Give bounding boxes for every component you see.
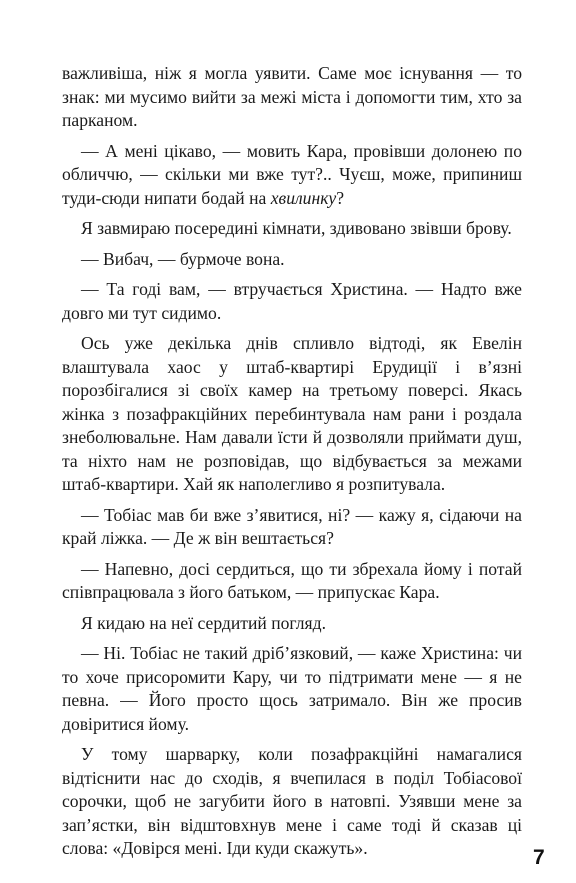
paragraph: Я кидаю на неї сердитий погляд. (81, 612, 326, 633)
paragraph-tail: ? (336, 187, 345, 208)
paragraph: — Вибач, — бурмоче вона. (81, 248, 285, 269)
paragraph: — Тобіас мав би вже з’явитися, ні? — кажу я, сідаючи на край ліжка. — Де ж він вештається? (62, 504, 522, 548)
paragraph: У тому шарварку, коли позафракційні намагалися відтіснити нас до сходів, я вчепилася в поділ Тобіасової сорочки, щоб не загубити його в натовпі. Узявши мене за зап’ястки, він відштовхнув мене і саме тоді й сказав ці слова: «Довірся мені. Іди куди скажуть». (62, 744, 522, 858)
paragraph: — Напевно, досі сердиться, що ти збрехала йому і потай співпрацювала з його батьком, — припускає Кара. (62, 558, 522, 602)
page-number: 7 (533, 846, 545, 869)
paragraph: — Ні. Тобіас не такий дріб’язковий, — каже Христина: чи то хоче присоромити Кару, чи то підтримати мене — я не певна. — Його просто щось затримало. Він же просив довіритися йому. (62, 643, 522, 734)
paragraph (62, 140, 522, 211)
italic-word: хвилинку (270, 187, 337, 208)
body-text (62, 62, 522, 868)
paragraph: важливіша, ніж я могла уявити. Саме моє існування — то знак: ми мусимо вийти за межі міста і допомогти тим, хто за парканом. (62, 63, 522, 130)
paragraph: Ось уже декілька днів спливло відтоді, як Евелін влаштувала хаос у штаб-квартирі Ерудиції і в’язні порозбігалися зі своїх камер на третьому поверсі. Якась жінка з позафракційних перебинтувала нам рани і роздала знеболювальне. Нам давали їсти й дозволяли приймати душ, та ніхто нам не розповідав, що відбувається за межами штаб-квартири. Хай як наполегливо я розпитувала. (62, 333, 522, 494)
paragraph: — Та годі вам, — втручається Христина. — Надто вже довго ми тут сидимо. (62, 279, 522, 323)
paragraph: Я завмираю посередині кімнати, здивовано звівши брову. (81, 218, 512, 238)
paragraph-text: — А мені цікаво, — мовить Кара, провівши долонею по обличчю, — скільки ми вже тут?.. Чуєш, може, припиниш туди-сюди нипати бодай на (62, 140, 522, 208)
